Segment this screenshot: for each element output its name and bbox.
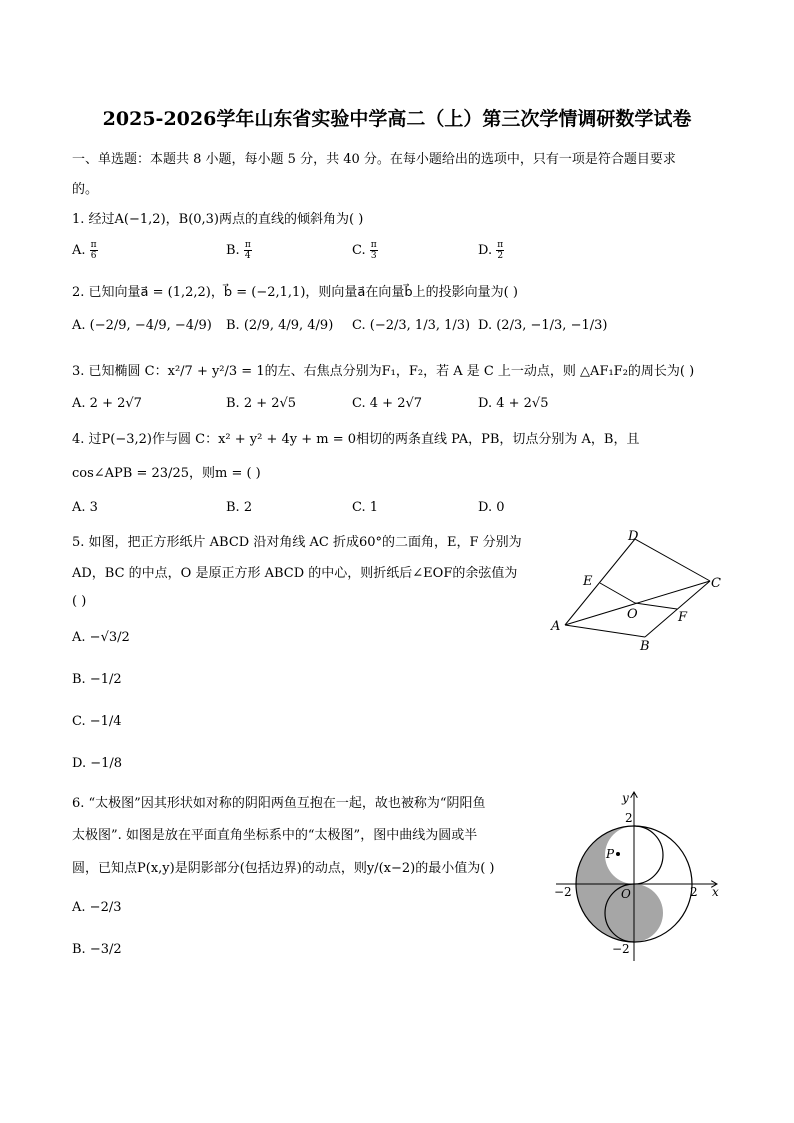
q2-option-b: B. (2/9, 4/9, 4/9) <box>226 318 334 333</box>
label-f: F <box>678 610 688 625</box>
label-c: C <box>711 576 721 591</box>
question-5-stem-cont: AD，BC 的中点，O 是原正方形 ABCD 的中心，则折纸后∠EOF的余弦值为 <box>72 566 518 581</box>
edge-dc <box>635 539 710 581</box>
segment-of <box>635 603 677 609</box>
q5-option-a: A. −√3/2 <box>72 630 130 645</box>
q1-option-a: A. $\frac{\pi}{6}$ <box>72 240 97 261</box>
edge-bc <box>645 581 710 637</box>
section-heading: 一、单选题：本题共 8 小题，每小题 5 分，共 40 分。在每小题给出的选项中，只有一项是符合题目要求 <box>72 152 676 167</box>
q4-option-b: B. 2 <box>226 500 253 515</box>
q2-option-d: D. (2/3, −1/3, −1/3) <box>478 318 608 333</box>
segment-eo <box>600 583 635 603</box>
label-e: E <box>583 574 593 589</box>
q4-option-c: C. 1 <box>352 500 379 515</box>
q2-option-c: C. (−2/3, 1/3, 1/3) <box>352 318 471 333</box>
q3-option-a: A. 2 + 2√7 <box>72 396 142 411</box>
point-p <box>616 852 620 856</box>
label-a: A <box>551 619 561 634</box>
edge-ab <box>565 625 645 637</box>
page-title: 2025-2026学年山东省实验中学高二（上）第三次学情调研数学试卷 <box>102 108 692 130</box>
label-x-neg2: −2 <box>554 885 572 899</box>
question-4-stem: 4. 过P(−3,2)作与圆 C：x² + y² + 4y + m = 0相切的两条直线 PA，PB，切点分别为 A，B，且 <box>72 432 640 447</box>
label-x-2: 2 <box>690 885 698 899</box>
question-1-stem: 1. 经过A(−1,2)，B(0,3)两点的直线的倾斜角为( ) <box>72 212 364 227</box>
taiji-figure <box>548 785 728 965</box>
q6-option-a: A. −2/3 <box>72 900 122 915</box>
label-y: y <box>622 791 629 805</box>
q4-option-d: D. 0 <box>478 500 505 515</box>
q2-option-a: A. (−2/9, −4/9, −4/9) <box>72 318 212 333</box>
question-5-stem-cont2: ( ) <box>72 594 87 609</box>
q5-option-d: D. −1/8 <box>72 756 123 771</box>
q3-option-b: B. 2 + 2√5 <box>226 396 297 411</box>
label-o: O <box>621 887 631 901</box>
label-b: B <box>640 639 650 654</box>
question-4-stem-cont: cos∠APB = 23/25，则m = ( ) <box>72 466 261 481</box>
question-6-stem-cont: 太极图”. 如图是放在平面直角坐标系中的“太极图”，图中曲线为圆或半 <box>72 828 478 843</box>
q3-option-d: D. 4 + 2√5 <box>478 396 549 411</box>
label-y-2: 2 <box>625 811 633 825</box>
label-p: P <box>606 847 615 861</box>
q1-option-c: C. $\frac{\pi}{3}$ <box>352 240 377 261</box>
q4-option-a: A. 3 <box>72 500 98 515</box>
label-o: O <box>627 607 638 622</box>
label-x: x <box>712 885 719 899</box>
section-heading-cont: 的。 <box>72 182 99 197</box>
question-3-stem: 3. 已知椭圆 C：x²/7 + y²/3 = 1的左、右焦点分别为F₁，F₂，若 A 是 C 上一动点，则 △AF₁F₂的周长为( ) <box>72 364 695 379</box>
q1-option-d: D. $\frac{\pi}{2}$ <box>478 240 504 261</box>
question-5-stem: 5. 如图，把正方形纸片 ABCD 沿对角线 AC 折成60°的二面角，E，F 分别为 <box>72 535 522 550</box>
label-d: D <box>628 529 639 544</box>
label-y-neg2: −2 <box>612 942 630 956</box>
folded-square-figure <box>545 525 735 655</box>
question-6-stem: 6. “太极图”因其形状如对称的阴阳两鱼互抱在一起，故也被称为“阴阳鱼 <box>72 796 486 811</box>
q5-option-c: C. −1/4 <box>72 714 122 729</box>
question-2-stem: 2. 已知向量a⃗ = (1,2,2)，b⃗ = (−2,1,1)，则向量a⃗在向量b⃗上的投影向量为( ) <box>72 285 518 300</box>
edge-ad <box>565 539 635 625</box>
q6-option-b: B. −3/2 <box>72 942 122 957</box>
q3-option-c: C. 4 + 2√7 <box>352 396 423 411</box>
question-6-stem-cont2: 圆，已知点P(x,y)是阴影部分(包括边界)的动点，则y/(x−2)的最小值为( ) <box>72 861 495 876</box>
q1-option-b: B. $\frac{\pi}{4}$ <box>226 240 251 261</box>
q5-option-b: B. −1/2 <box>72 672 122 687</box>
